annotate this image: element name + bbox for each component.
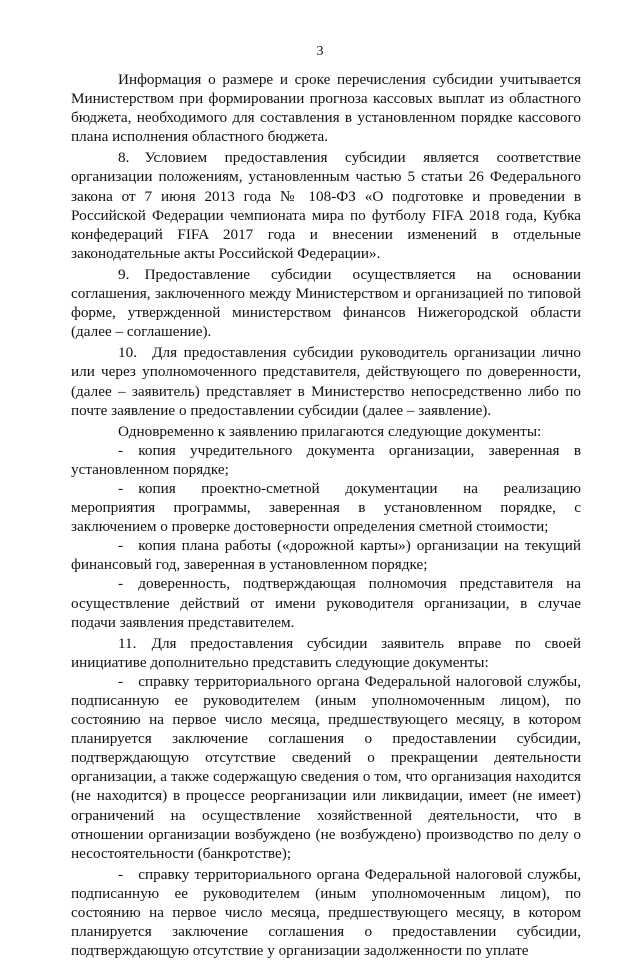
paragraph-documents-intro: Одновременно к заявлению прилагаются следующие документы: (118, 422, 542, 440)
paragraph-subsidy-info: Информация о размере и сроке перечисления субсидии учитывается Министерством при формировании прогноза кассовых выплат из областного бюджета, необходимого для составления в установленном порядке кассового плана исполнения областного бюджета. (71, 71, 581, 146)
page-number: 3 (316, 44, 324, 59)
list-item-charter-copy: - копия учредительного документа организации, заверенная в установленном порядке; (71, 441, 581, 478)
list-item-design-documentation: - копия проектно-сметной документации на реализацию мероприятия программы, заверенная в установленном порядке, с заключением о проверке достоверности определения сметной стоимости; (71, 479, 581, 536)
paragraph-11: 11. Для предоставления субсидии заявитель вправе по своей инициативе дополнительно представить следующие документы: (71, 634, 581, 671)
list-item-tax-certificate-debt: - справку территориального органа Федеральной налоговой службы, подписанную ее руководителем (иным уполномоченным лицом), по состоянию на первое число месяца, предшествующего месяцу, в котором планируется заключение соглашения о предоставлении субсидии, подтверждающую отсутствие у организации задолженности по уплате (71, 865, 581, 960)
paragraph-9: 9. Предоставление субсидии осуществляется на основании соглашения, заключенного между Министерством и организацией по типовой форме, утвержденной министерством финансов Нижегородской области (далее – соглашение). (71, 265, 581, 341)
list-item-roadmap-copy: - копия плана работы («дорожной карты») организации на текущий финансовый год, заверенная в установленном порядке; (71, 537, 581, 574)
document-body (71, 70, 581, 960)
list-item-power-of-attorney: - доверенность, подтверждающая полномочия представителя на осуществление действий от имени руководителя организации, в случае подачи заявления представителем. (71, 575, 581, 631)
paragraph-10: 10. Для предоставления субсидии руководитель организации лично или через уполномоченного представителя, действующего по доверенности, (далее – заявитель) представляет в Министерство непосредственно либо по почте заявление о предоставлении субсидии (далее – заявление). (71, 344, 581, 419)
paragraph-8: 8. Условием предоставления субсидии является соответствие организации положениям, установленным частью 5 статьи 26 Федерального закона от 7 июня 2013 года № 108-ФЗ «О подготовке и проведении в Российской Федерации чемпионата мира по футболу FIFA 2018 года, Кубка конфедераций FIFA 2017 года и внесении изменений в отдельные законодательные акты Российской Федерации». (71, 149, 581, 262)
list-item-tax-certificate-status: - справку территориального органа Федеральной налоговой службы, подписанную ее руководителем (иным уполномоченным лицом), по состоянию на первое число месяца, предшествующего месяцу, в котором планируется заключение соглашения о предоставлении субсидии, подтверждающую отсутствие сведений о прекращении деятельности организации, а также содержащую сведения о том, что организация находится (не находится) в процессе реорганизации или ликвидации, имеет (не имеет) ограничений на осуществление хозяйственной деятельности, что в отношении организации возбуждено (не возбуждено) производство по делу о несостоятельности (банкротстве); (71, 672, 581, 862)
